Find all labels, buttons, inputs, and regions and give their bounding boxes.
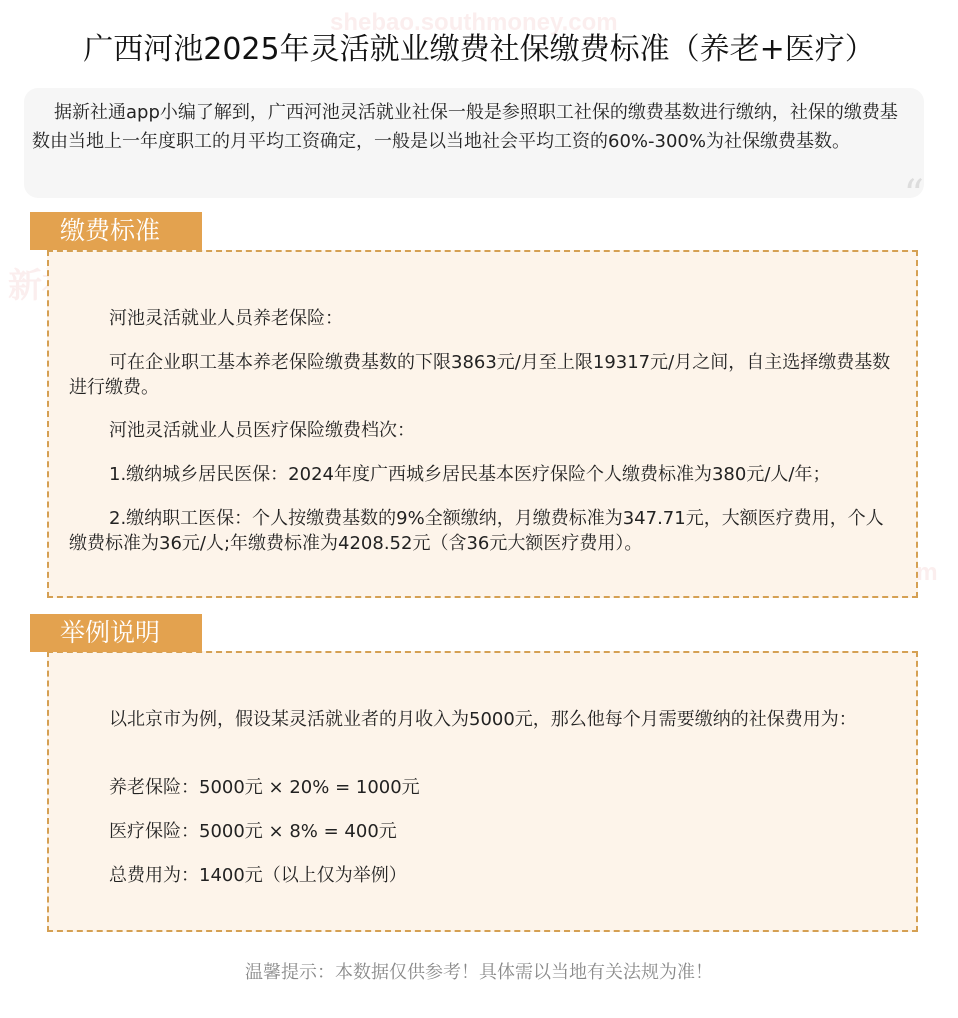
- standard-paragraph: 1.缴纳城乡居民医保：2024年度广西城乡居民基本医疗保险个人缴费标准为380元/人/年；: [109, 464, 831, 485]
- example-tab: 举例说明: [30, 614, 202, 652]
- example-section: [47, 651, 918, 932]
- standard-paragraph: 2.缴纳职工医保：个人按缴费基数的9%全额缴纳，月缴费标准为347.71元，大额医疗费用，个人缴费标准为36元/人;年缴费标准为4208.52元（含36元大额医疗费用）。: [69, 508, 884, 554]
- footer-tip: 温馨提示：本数据仅供参考！具体需以当地有关法规为准！: [245, 962, 713, 983]
- standard-paragraph: 可在企业职工基本养老保险缴费基数的下限3863元/月至上限19317元/月之间，自主选择缴费基数进行缴费。: [69, 352, 891, 398]
- watermark: shebao.southmoney.com: [330, 9, 618, 36]
- quote-icon: “: [903, 172, 924, 218]
- example-paragraph: 以北京市为例，假设某灵活就业者的月收入为5000元，那么他每个月需要缴纳的社保费用为：: [109, 709, 857, 730]
- example-paragraph: 养老保险：5000元 × 20% = 1000元: [109, 777, 420, 798]
- example-paragraph: 总费用为：1400元（以上仅为举例）: [109, 865, 407, 886]
- example-paragraph: 医疗保险：5000元 × 8% = 400元: [109, 821, 397, 842]
- intro-card: [24, 88, 924, 198]
- standard-section: [47, 250, 918, 598]
- standard-paragraph: 河池灵活就业人员养老保险：: [109, 308, 343, 329]
- standard-tab: 缴费标准: [30, 212, 202, 250]
- intro-text: 据新社通app小编了解到，广西河池灵活就业社保一般是参照职工社保的缴费基数进行缴纳，社保的缴费基数由当地上一年度职工的月平均工资确定，一般是以当地社会平均工资的60%-300%为社保缴费基数。: [32, 102, 898, 152]
- standard-paragraph: 河池灵活就业人员医疗保险缴费档次：: [109, 420, 415, 441]
- page-title: 广西河池2025年灵活就业缴费社保缴费标准（养老+医疗）: [83, 32, 875, 67]
